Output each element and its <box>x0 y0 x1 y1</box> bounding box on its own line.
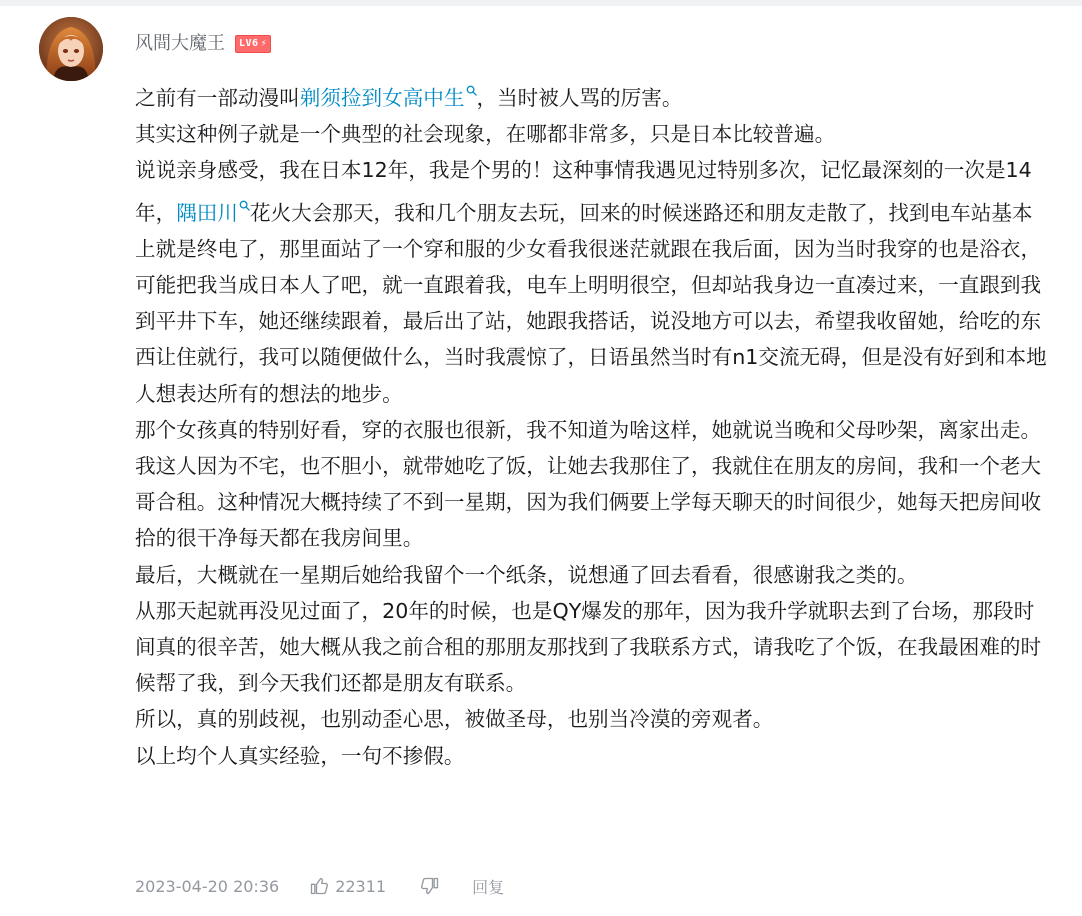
level-badge-label: LV6 <box>239 38 259 49</box>
username-link[interactable]: 风間大魔王 <box>135 33 225 54</box>
comment-paragraph <box>135 738 1053 774</box>
thumbs-up-icon <box>309 876 329 896</box>
search-keyword[interactable] <box>300 86 477 110</box>
comment-text: 那个女孩真的特别好看，穿的衣服也很新，我不知道为啥这样，她就说当晚和父母吵架，离家出走。 <box>135 417 1042 442</box>
anime-girl-avatar-icon <box>39 17 103 81</box>
comment-text: 花火大会那天，我和几个朋友去玩，回来的时候迷路还和朋友走散了，找到电车站基本上就是终电了，那里面站了一个穿和服的少女看我很迷茫就跟在我后面，因为当时我穿的也是浴衣，可能把我当成日本人了吧，就一直跟着我，电车上明明很空，但却站我身边一直凑过来，一直跟到我到平井下车，她还继续跟着，最后出了站，她跟我搭话，说没地方可以去，希望我收留她，给吃的东西让住就行，我可以随便做什么，当时我震惊了，日语虽然当时有n1交流无碍，但是没有好到和本地人想表达所有的想法的地步。 <box>135 200 1047 406</box>
reply-button[interactable]: 回复 <box>472 877 505 897</box>
comment-text: 从那天起就再没见过面了，20年的时候，也是QY爆发的那年，因为我升学就职去到了台场，那段时间真的很辛苦，她大概从我之前合租的那朋友那找到了我联系方式，请我吃了个饭，在我最困难的时候帮了我，到今天我们还都是朋友有联系。 <box>135 598 1042 696</box>
comment-paragraph <box>135 116 1053 152</box>
like-button[interactable] <box>309 876 386 896</box>
search-icon <box>239 189 250 225</box>
comment-text: 以上均个人真实经验，一句不掺假。 <box>135 743 465 768</box>
comment-text: 之前有一部动漫叫 <box>135 86 300 110</box>
search-keyword-link[interactable]: 剃须捡到女高中生 <box>299 86 465 110</box>
comment-paragraph <box>135 557 1053 593</box>
search-icon <box>466 74 477 110</box>
search-keyword-link[interactable]: 隅田川 <box>176 200 238 225</box>
search-keyword[interactable] <box>176 201 250 225</box>
comment-footer <box>135 872 504 900</box>
comment-paragraph <box>135 701 1053 737</box>
comment-text: 其实这种例子就是一个典型的社会现象，在哪都非常多，只是日本比较普遍。 <box>135 122 836 147</box>
comment-content <box>135 74 1053 774</box>
comment-text: 说说亲身感受，我在日本12年，我是个男的！这种事情我遇见过特别多次，记忆最深刻的一次是14年， <box>135 158 1032 225</box>
level-badge <box>235 35 271 53</box>
comment-paragraph <box>135 74 1053 116</box>
like-count: 22311 <box>335 876 387 896</box>
user-row <box>135 31 271 57</box>
lightning-icon: ⚡ <box>260 38 268 49</box>
comment-paragraph <box>135 412 1053 448</box>
avatar[interactable] <box>39 17 103 81</box>
comment-text: 我这人因为不宅，也不胆小，就带她吃了饭，让她去我那住了，我就住在朋友的房间，我和一个老大哥合租。这种情况大概持续了不到一星期，因为我们俩要上学每天聊天的时间很少，她每天把房间收拾的很干净每天都在我房间里。 <box>135 454 1042 551</box>
comment-timestamp: 2023-04-20 20:36 <box>135 876 280 896</box>
comment-text: 所以，真的别歧视，也别动歪心思，被做圣母，也别当冷漠的旁观者。 <box>135 707 774 732</box>
dislike-button[interactable] <box>420 876 440 896</box>
thumbs-down-icon <box>420 876 440 896</box>
comment-paragraph <box>135 448 1053 557</box>
comment-text: ，当时被人骂的厉害。 <box>476 86 683 110</box>
comment-text: 最后，大概就在一星期后她给我留个一个纸条，说想通了回去看看，很感谢我之类的。 <box>135 562 918 587</box>
comment-paragraph <box>135 593 1053 702</box>
top-divider <box>0 0 1082 6</box>
comment-paragraph <box>135 152 1053 411</box>
